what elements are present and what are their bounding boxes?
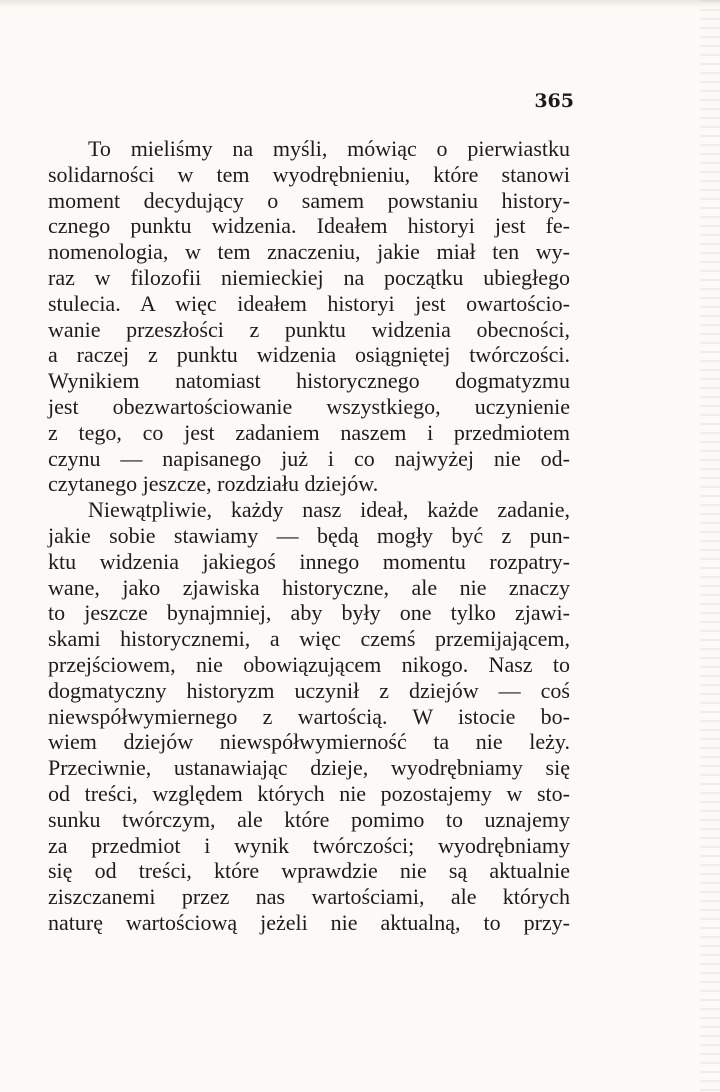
text-line: Przeciwnie, ustanawiając dzieje, wyodrębniamy się	[48, 755, 570, 781]
text-line: moment decydujący o samem powstaniu history-	[48, 187, 570, 213]
text-line: solidarności w tem wyodrębnieniu, które stanowi	[48, 161, 570, 187]
text-line: się od treści, które wprawdzie nie są aktualnie	[48, 858, 570, 884]
text-line: nomenologia, w tem znaczeniu, jakie miał ten wy-	[48, 239, 570, 265]
text-line: od treści, względem których nie pozostajemy w sto-	[48, 780, 570, 806]
text-line: skami historycznemi, a więc czemś przemijającem,	[48, 626, 570, 652]
text-line: wanie przeszłości z punktu widzenia obecności,	[48, 316, 570, 342]
text-line: stulecia. A więc ideałem historyi jest owartościo-	[48, 290, 570, 316]
text-line: ktu widzenia jakiegoś innego momentu rozpatry-	[48, 548, 570, 574]
text-line: sunku twórczym, ale które pomimo to uznajemy	[48, 806, 570, 832]
text-line: to jeszcze bynajmniej, aby były one tylko zjawi-	[48, 600, 570, 626]
text-line: ziszczanemi przez nas wartościami, ale których	[48, 884, 570, 910]
text-line: za przedmiot i wynik twórczości; wyodrębniamy	[48, 832, 570, 858]
text-line: dogmatyczny historyzm uczynił z dziejów — coś	[48, 677, 570, 703]
text-line: jest obezwartościowanie wszystkiego, uczynienie	[48, 393, 570, 419]
text-line: raz w filozofii niemieckiej na początku ubiegłego	[48, 264, 570, 290]
text-line: czynu — napisanego już i co najwyżej nie od-	[48, 445, 570, 471]
text-line: Niewątpliwie, każdy nasz ideał, każde zadanie,	[88, 497, 570, 523]
text-line: jakie sobie stawiamy — będą mogły być z pun-	[48, 522, 570, 548]
body-text	[48, 136, 570, 936]
text-line: naturę wartościową jeżeli nie aktualną, to przy-	[48, 909, 570, 935]
page-binding-edge	[700, 0, 720, 1092]
text-line: przejściowem, nie obowiązującem nikogo. Nasz to	[48, 651, 570, 677]
page-number: 365	[534, 90, 574, 112]
text-line: wane, jako zjawiska historyczne, ale nie znaczy	[48, 574, 570, 600]
text-line: Wynikiem natomiast historycznego dogmatyzmu	[48, 368, 570, 394]
text-line: wiem dziejów niewspółwymierność ta nie leży.	[48, 729, 570, 755]
text-line: a raczej z punktu widzenia osiągniętej twórczości.	[48, 342, 570, 368]
text-line: czytanego jeszcze, rozdziału dziejów.	[48, 471, 379, 497]
text-line: To mieliśmy na myśli, mówiąc o pierwiastku	[88, 136, 570, 161]
text-line: z tego, co jest zadaniem naszem i przedmiotem	[48, 419, 570, 445]
text-line: niewspółwymiernego z wartością. W istocie bo-	[48, 703, 570, 729]
text-line: cznego punktu widzenia. Ideałem historyi jest fe-	[48, 213, 570, 239]
page-top-edge	[0, 0, 720, 8]
